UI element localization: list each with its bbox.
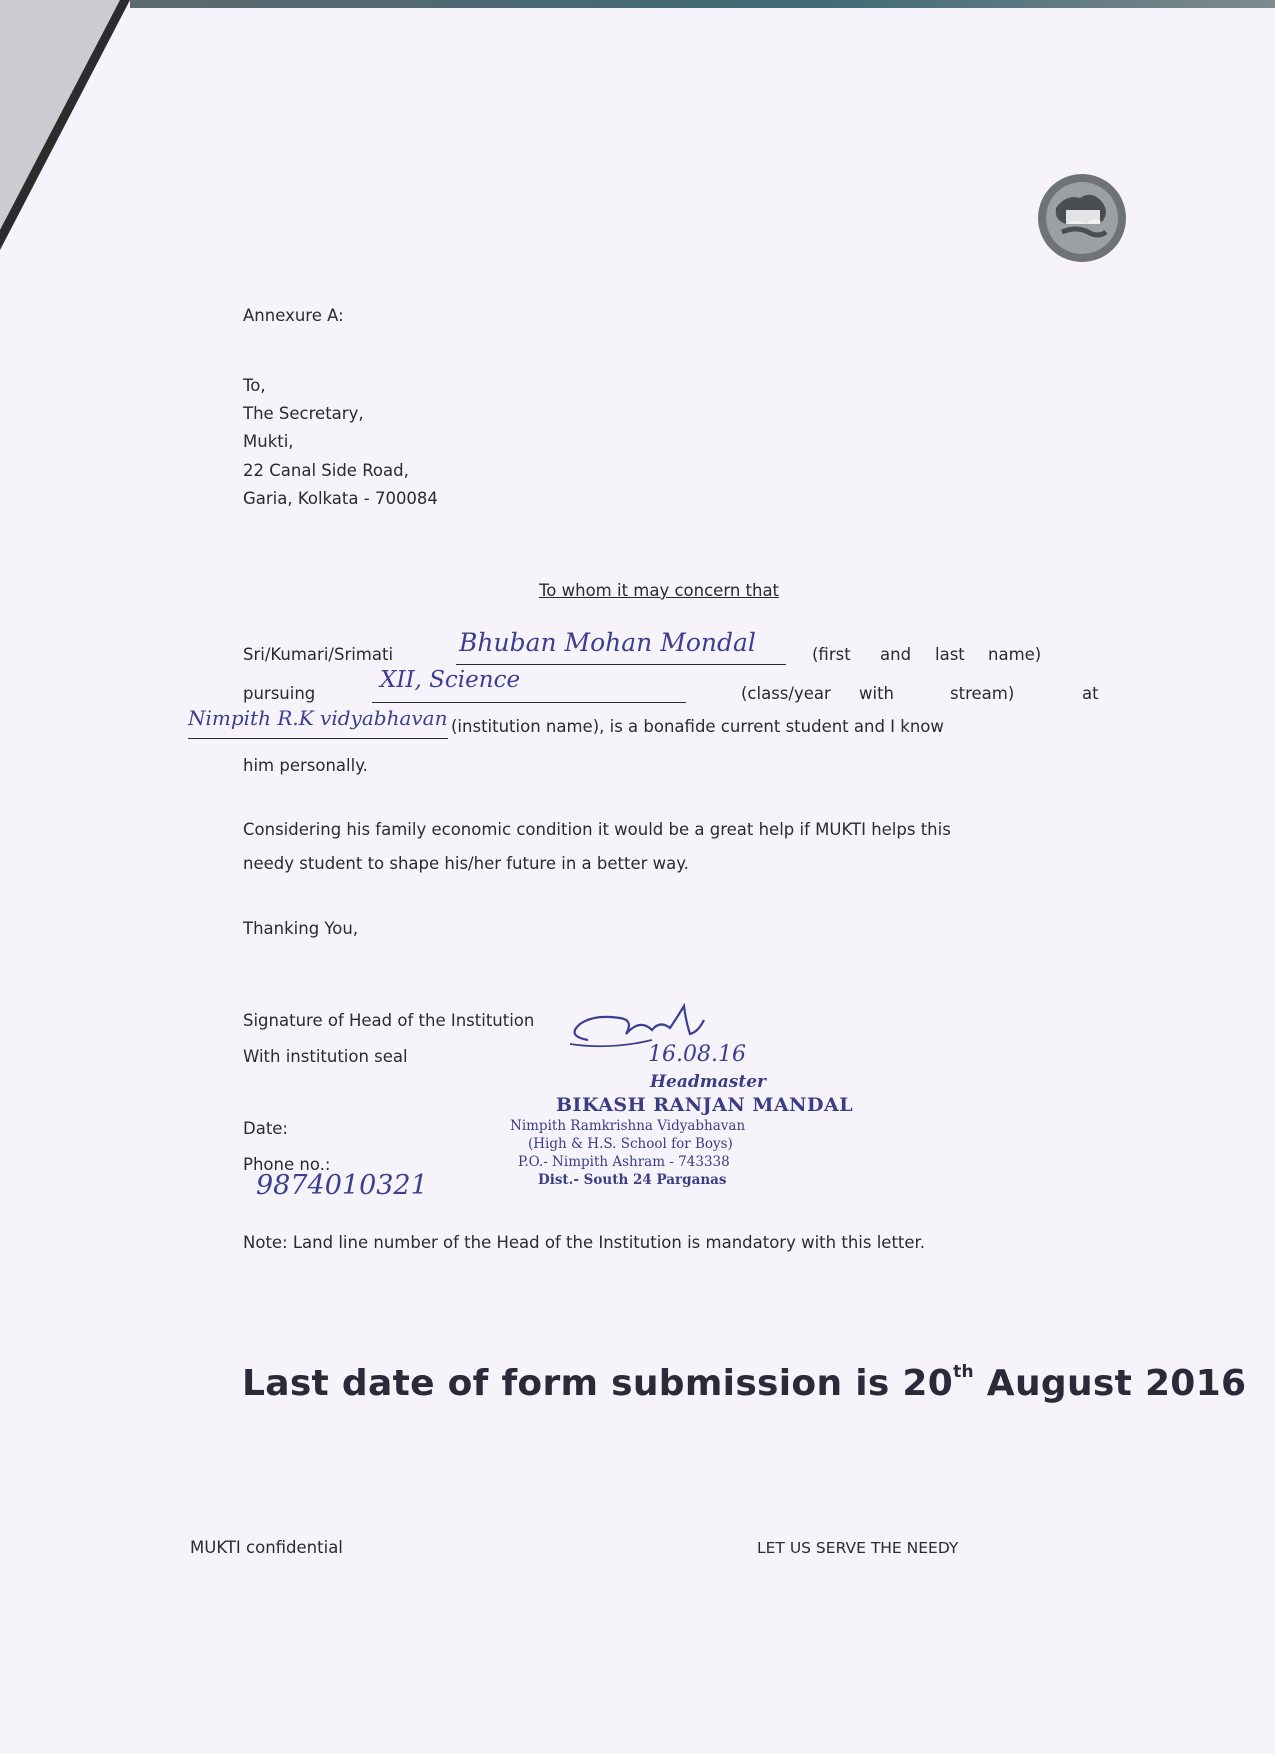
salutation-prefix: Sri/Kumari/Srimati [243, 645, 394, 664]
address-line: 22 Canal Side Road, [243, 461, 409, 480]
body-text: Considering his family economic condition it would be a great help if MUKTI helps this [243, 820, 951, 839]
stamp-role: Headmaster [650, 1072, 766, 1092]
field-hint: stream) [950, 684, 1015, 703]
body-text: (institution name), is a bonafide current student and I know [451, 717, 944, 736]
handwritten-student-name: Bhuban Mohan Mondal [459, 628, 756, 657]
signature-label: Signature of Head of the Institution [243, 1011, 535, 1030]
scan-edge [130, 0, 1275, 8]
address-line: Mukti, [243, 432, 294, 451]
field-hint: and [880, 645, 912, 664]
field-hint: (class/year [741, 684, 831, 703]
stamp-line: (High & H.S. School for Boys) [528, 1136, 733, 1152]
note-text: Note: Land line number of the Head of the Institution is mandatory with this letter. [243, 1233, 926, 1252]
handwritten-institution: Nimpith R.K vidyabhavan [188, 706, 448, 730]
address-line: The Secretary, [243, 404, 364, 423]
address-line: Garia, Kolkata - 700084 [243, 489, 438, 508]
pursuing-label: pursuing [243, 684, 316, 703]
field-hint: with [859, 684, 895, 703]
closing-text: Thanking You, [243, 919, 359, 938]
deadline-banner [242, 1362, 1246, 1404]
footer-right: LET US SERVE THE NEEDY [757, 1539, 959, 1557]
folded-corner-paper [0, 0, 120, 230]
institution-underline [188, 738, 448, 739]
stamp-line: Nimpith Ramkrishna Vidyabhavan [510, 1118, 746, 1134]
address-to: To, [243, 376, 266, 395]
deadline-prefix: Last date of form submission is 20 [242, 1363, 954, 1404]
footer-left: MUKTI confidential [190, 1538, 343, 1557]
field-hint: last [935, 645, 965, 664]
handwritten-phone: 9874010321 [256, 1170, 428, 1201]
seal-label: With institution seal [243, 1047, 408, 1066]
date-label: Date: [243, 1119, 288, 1138]
mukti-logo-icon [1036, 172, 1128, 264]
field-hint: name) [988, 645, 1042, 664]
deadline-suffix: August 2016 [973, 1363, 1247, 1404]
body-text: needy student to shape his/her future in a better way. [243, 854, 689, 873]
phone-label: Phone no.: [243, 1155, 331, 1174]
class-underline [372, 702, 686, 703]
annexure-label: Annexure A: [243, 306, 344, 325]
stamp-line: Dist.- South 24 Parganas [538, 1172, 727, 1188]
stamp-name: BIKASH RANJAN MANDAL [556, 1094, 854, 1116]
handwritten-class: XII, Science [380, 667, 521, 693]
field-hint: (first [812, 645, 851, 664]
stamp-line: P.O.- Nimpith Ashram - 743338 [518, 1154, 730, 1170]
deadline-sup: th [953, 1362, 974, 1382]
name-underline [456, 664, 786, 665]
body-text: him personally. [243, 756, 368, 775]
signature-date: 16.08.16 [648, 1042, 746, 1067]
field-hint: at [1082, 684, 1099, 703]
letter-subject: To whom it may concern that [539, 581, 780, 600]
